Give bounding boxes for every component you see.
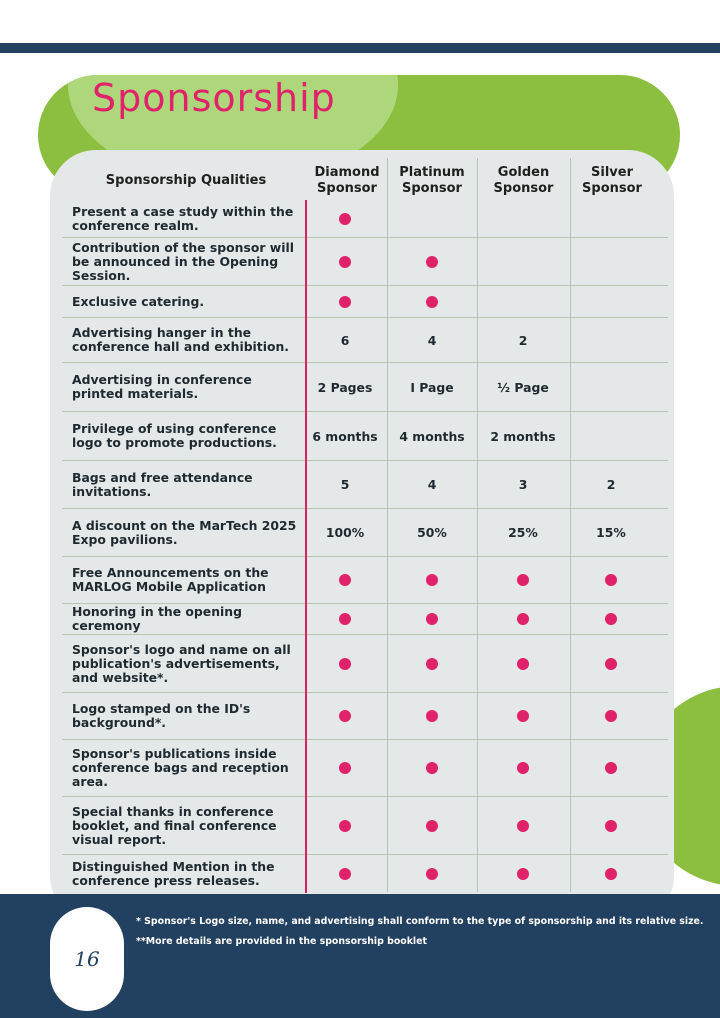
row-label: Special thanks in conference booklet, and final conference visual report. [72,803,277,847]
included-dot-cell [478,855,568,892]
header-diamond: Diamond Sponsor [314,165,380,196]
row-label: Honoring in the opening ceremony [72,604,242,633]
table-row [62,740,668,797]
row-label: Distinguished Mention in the conference press releases. [72,858,275,888]
included-dot-cell [300,604,390,634]
included-dot-icon [517,574,529,586]
included-dot-cell [566,693,656,739]
header-qualities: Sponsorship Qualities [105,173,267,188]
included-dot-cell [566,797,656,854]
value-cell: 4 months [399,428,465,444]
included-dot-icon [605,613,617,625]
included-dot-icon [426,868,438,880]
included-dot-icon [339,574,351,586]
included-dot-cell [566,855,656,892]
value-cell: I Page [410,379,454,395]
included-dot-icon [426,613,438,625]
row-label: Advertising in conference printed materials. [72,372,252,401]
row-label: Logo stamped on the ID's background*. [72,701,251,730]
included-dot-cell [478,693,568,739]
value-cell: 50% [417,525,447,540]
footer-note-2: **More details are provided in the sponsorship booklet [136,936,427,947]
included-dot-icon [339,868,351,880]
value-cell: 2 months [490,428,556,444]
header-silver: Silver Sponsor [582,165,642,196]
included-dot-icon [517,658,529,670]
value-cell: ½ Page [497,379,549,395]
included-dot-icon [339,710,351,722]
row-label: Exclusive catering. [72,293,205,309]
included-dot-icon [517,762,529,774]
value-cell: 100% [325,525,365,540]
included-dot-icon [339,213,351,225]
included-dot-cell [387,797,477,854]
row-label: Advertising hanger in the conference hall and exhibition. [72,325,290,354]
table-row [62,286,668,318]
table-row [62,238,668,286]
included-dot-cell [478,635,568,692]
included-dot-cell [478,797,568,854]
footer-note-1: * Sponsor's Logo size, name, and advertising shall conform to the type of sponsorship and its relative size. [136,916,704,927]
row-label: Contribution of the sponsor will be announced in the Opening Session. [72,239,294,283]
value-cell: 3 [518,477,528,492]
included-dot-icon [605,710,617,722]
included-dot-icon [605,820,617,832]
header-platinum: Platinum Sponsor [399,165,465,196]
row-label: Sponsor's publications inside conference bags and reception area. [72,746,289,789]
included-dot-icon [426,296,438,308]
included-dot-icon [339,762,351,774]
value-cell: 5 [340,477,350,492]
row-label: Free Announcements on the MARLOG Mobile Application [72,565,269,594]
row-label: Sponsor's logo and name on all publication's advertisements, and website*. [72,641,291,685]
included-dot-cell [566,557,656,603]
included-dot-cell [387,740,477,796]
table-row [62,363,668,412]
table-row [62,318,668,363]
included-dot-cell [387,557,477,603]
row-label: Present a case study within the conference realm. [72,203,294,233]
page-number: 16 [74,947,100,971]
included-dot-cell [300,797,390,854]
header-golden: Golden Sponsor [493,165,554,196]
included-dot-icon [339,613,351,625]
page-number-badge [50,907,124,1011]
table-row [62,509,668,557]
value-cell: 25% [508,525,538,540]
included-dot-cell [300,855,390,892]
included-dot-cell [478,740,568,796]
included-dot-icon [605,868,617,880]
table-row [62,693,668,740]
top-bar [0,43,720,53]
included-dot-icon [339,658,351,670]
included-dot-cell [566,635,656,692]
included-dot-cell [387,238,477,285]
accent-divider [305,200,307,893]
table-row [62,604,668,635]
page-title: Sponsorship [92,76,336,120]
table-row [62,412,668,461]
value-cell: 2 [518,332,528,348]
table-row [62,635,668,693]
included-dot-icon [605,658,617,670]
included-dot-cell [300,238,390,285]
included-dot-cell [300,286,390,317]
included-dot-cell [300,635,390,692]
included-dot-cell [566,740,656,796]
included-dot-cell [300,740,390,796]
included-dot-icon [426,658,438,670]
table-row [62,855,668,892]
row-label: A discount on the MarTech 2025 Expo pavilions. [72,517,297,547]
value-cell: 15% [596,525,626,540]
included-dot-cell [300,200,390,237]
value-cell: 4 [427,477,437,492]
included-dot-icon [426,710,438,722]
row-label: Privilege of using conference logo to promote productions. [72,421,277,450]
included-dot-icon [517,710,529,722]
included-dot-icon [339,296,351,308]
value-cell: 6 [340,332,350,348]
included-dot-icon [339,820,351,832]
value-cell: 4 [427,332,437,348]
included-dot-icon [426,574,438,586]
included-dot-cell [387,286,477,317]
included-dot-icon [339,256,351,268]
included-dot-cell [387,693,477,739]
row-label: Bags and free attendance invitations. [72,469,253,499]
included-dot-icon [517,868,529,880]
included-dot-icon [605,574,617,586]
included-dot-cell [387,855,477,892]
table-row [62,461,668,509]
table-row [62,557,668,604]
value-cell: 2 Pages [317,379,373,395]
included-dot-icon [426,762,438,774]
included-dot-icon [605,762,617,774]
included-dot-cell [300,557,390,603]
included-dot-cell [566,604,656,634]
table-row [62,797,668,855]
included-dot-cell [387,635,477,692]
included-dot-cell [300,693,390,739]
included-dot-icon [426,820,438,832]
included-dot-icon [517,820,529,832]
included-dot-cell [387,604,477,634]
included-dot-cell [478,604,568,634]
value-cell: 2 [606,477,616,492]
table-row [62,200,668,238]
included-dot-cell [478,557,568,603]
value-cell: 6 months [312,428,378,444]
included-dot-icon [517,613,529,625]
included-dot-icon [426,256,438,268]
